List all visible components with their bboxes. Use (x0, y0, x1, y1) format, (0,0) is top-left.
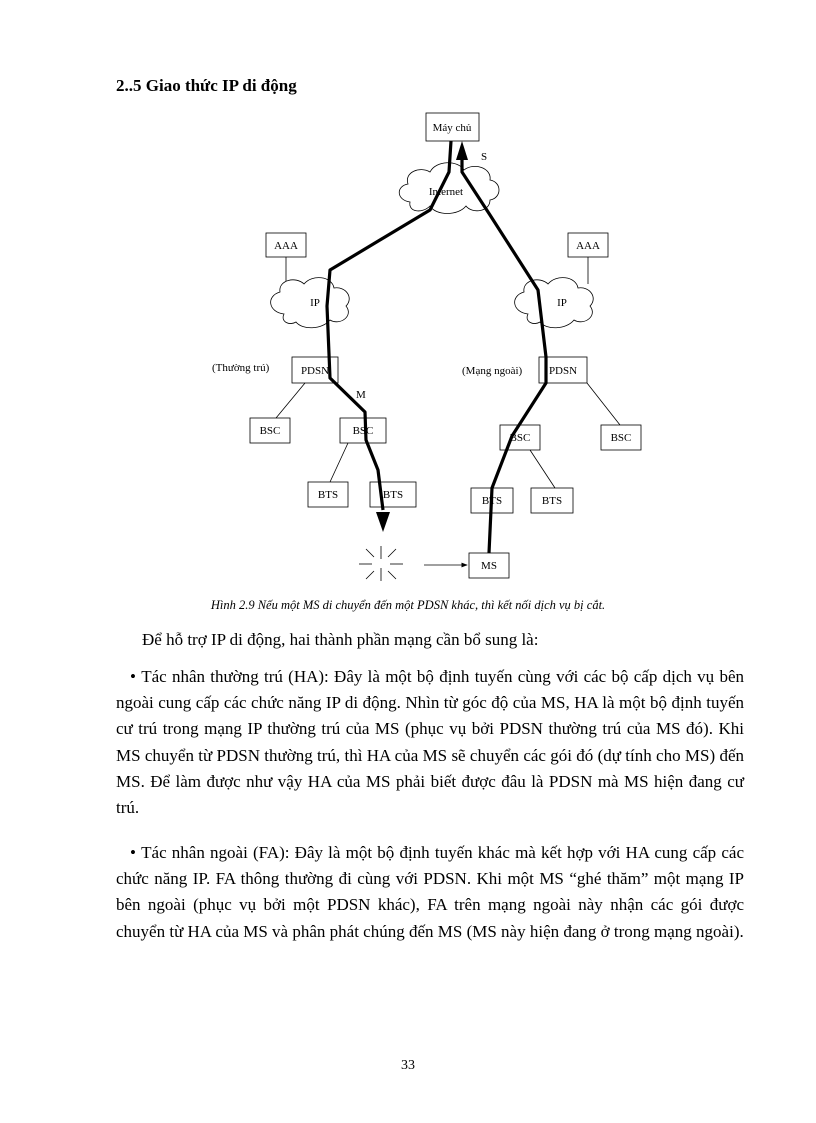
server-label: Máy chủ (432, 122, 472, 134)
m-label: M (356, 389, 366, 401)
foreign-network-label: (Mạng ngoài) (462, 365, 523, 377)
bullet-paragraph-1 (116, 664, 744, 821)
bullet-paragraph-2 (116, 840, 744, 945)
bsc-label-4: BSC (610, 432, 632, 444)
s-label: S (481, 151, 488, 163)
disconnect-burst-icon (359, 546, 403, 581)
internet-label: Internet (428, 186, 464, 198)
pdsn-left-label: PDSN (300, 365, 330, 377)
bullet-text-2: Tác nhân ngoài (FA): Đây là một bộ định tuyến khác mà kết hợp với HA cung cấp các chức năng IP. FA thông thường đi cùng với PDSN. Khi một MS “ghé thăm” một mạng IP bên ngoài (phục vụ bởi một PDSN khác), FA trên mạng ngoài này nhận các gói được chuyển từ HA của MS và phân phát chúng đến MS (MS này hiện đang ở trong mạng ngoài). (116, 843, 744, 941)
aaa-right-label: AAA (576, 240, 600, 252)
bts-label-4: BTS (541, 495, 563, 507)
section-title: 2..5 Giao thức IP di động (116, 76, 297, 95)
ip-cloud-right (515, 278, 594, 328)
bsc-label-1: BSC (259, 425, 281, 437)
figure-caption: Hình 2.9 Nếu một MS di chuyển đến một PDSN khác, thì kết nối dịch vụ bị cắt. (210, 598, 606, 612)
bullet-icon: • (130, 843, 142, 862)
bullet-icon: • (130, 667, 142, 686)
bts-label-3: BTS (481, 495, 503, 507)
ms-label: MS (481, 560, 497, 572)
ip-left-label: IP (310, 297, 320, 309)
bullet-text-1: Tác nhân thường trú (HA): Đây là một bộ định tuyến cùng với các bộ cấp dịch vụ bên ngoài cung cấp các chức năng IP di động. Nhìn từ góc độ của MS, HA là một bộ định tuyến cư trú trong mạng IP thường trú của MS (phục vụ bởi PDSN thường trú của MS đó). Khi MS chuyển từ PDSN thường trú, thì HA của MS sẽ chuyển các gói đó (dự tính cho MS) đến MS. Để làm được như vậy HA của MS phải biết được đâu là PDSN mà MS hiện đang cư trú. (116, 667, 744, 818)
bsc-label-2: BSC (352, 425, 374, 437)
pdsn-right-label: PDSN (548, 365, 578, 377)
ip-right-label: IP (557, 297, 567, 309)
bsc-label-3: BSC (509, 432, 531, 444)
bts-label-1: BTS (317, 489, 339, 501)
page-number: 33 (401, 1058, 415, 1073)
home-network-label: (Thường trú) (212, 362, 270, 374)
bts-label-2: BTS (382, 489, 404, 501)
aaa-left-label: AAA (274, 240, 298, 252)
intro-paragraph: Để hỗ trợ IP di động, hai thành phần mạng cần bổ sung là: (142, 630, 539, 649)
